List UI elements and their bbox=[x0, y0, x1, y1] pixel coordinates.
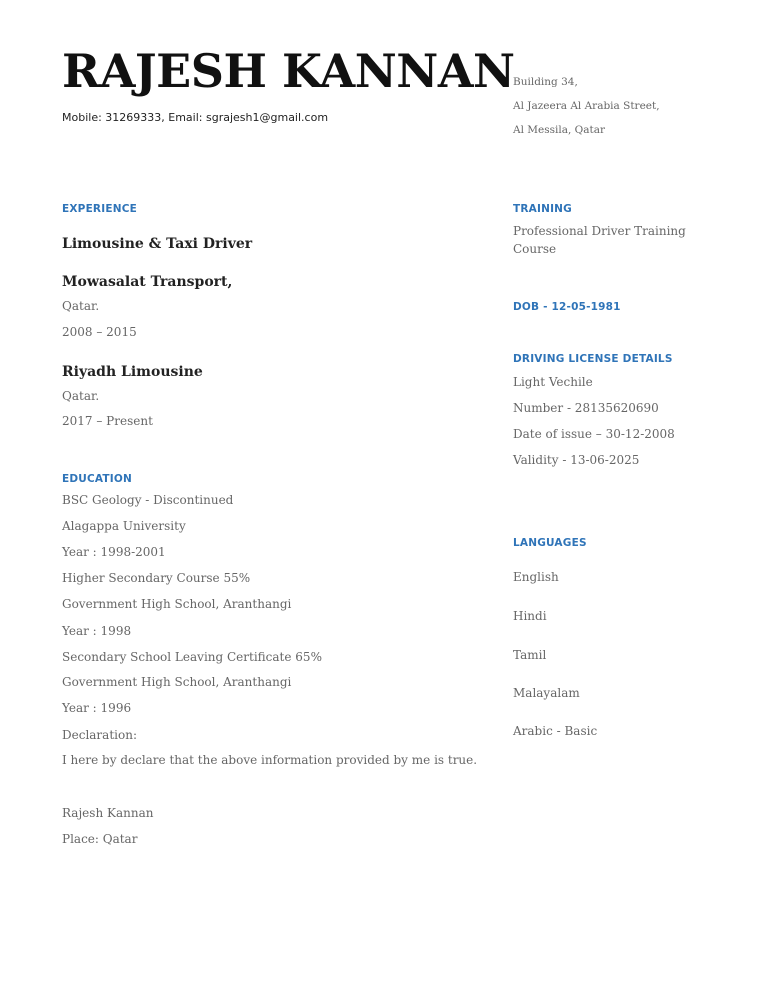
contact-line: Mobile: 31269333, Email: sgrajesh1@gmail.com bbox=[62, 111, 329, 124]
education-line: BSC Geology - Discontinued bbox=[62, 493, 234, 507]
education-line: Alagappa University bbox=[62, 519, 186, 533]
languages-heading: LANGUAGES bbox=[513, 537, 587, 549]
language-item: English bbox=[513, 570, 559, 584]
address-line-2: Al Jazeera Al Arabia Street, bbox=[513, 100, 660, 112]
address-line-1: Building 34, bbox=[513, 76, 578, 88]
job-company: Mowasalat Transport, bbox=[62, 274, 233, 290]
job-location: Qatar. bbox=[62, 389, 100, 403]
education-line: Year : 1998-2001 bbox=[62, 545, 166, 559]
language-item: Tamil bbox=[513, 648, 547, 662]
job-role: Limousine & Taxi Driver bbox=[62, 236, 253, 252]
license-line: Date of issue – 30-12-2008 bbox=[513, 427, 675, 441]
dob-heading: DOB - 12-05-1981 bbox=[513, 301, 621, 313]
training-line: Professional Driver Training bbox=[513, 224, 686, 238]
job-period: 2008 – 2015 bbox=[62, 325, 137, 339]
job-period: 2017 – Present bbox=[62, 414, 153, 428]
education-line: Government High School, Aranthangi bbox=[62, 597, 292, 611]
license-heading: DRIVING LICENSE DETAILS bbox=[513, 353, 673, 365]
education-line: Year : 1998 bbox=[62, 624, 132, 638]
declaration-label: Declaration: bbox=[62, 728, 137, 742]
declaration-text: I here by declare that the above information provided by me is true. bbox=[62, 753, 478, 767]
education-heading: EDUCATION bbox=[62, 473, 133, 485]
signature-name: Rajesh Kannan bbox=[62, 806, 154, 820]
license-line: Number - 28135620690 bbox=[513, 401, 659, 415]
address-line-3: Al Messila, Qatar bbox=[513, 124, 606, 136]
education-line: Government High School, Aranthangi bbox=[62, 675, 292, 689]
candidate-name: RAJESH KANNAN bbox=[62, 44, 515, 98]
place: Place: Qatar bbox=[62, 832, 138, 846]
experience-heading: EXPERIENCE bbox=[62, 203, 137, 215]
job-company: Riyadh Limousine bbox=[62, 364, 203, 380]
training-line: Course bbox=[513, 242, 557, 256]
license-line: Light Vechile bbox=[513, 375, 593, 389]
language-item: Hindi bbox=[513, 609, 547, 623]
education-line: Secondary School Leaving Certificate 65% bbox=[62, 650, 322, 664]
education-line: Year : 1996 bbox=[62, 701, 132, 715]
education-line: Higher Secondary Course 55% bbox=[62, 571, 251, 585]
license-line: Validity - 13-06-2025 bbox=[513, 453, 640, 467]
job-location: Qatar. bbox=[62, 299, 100, 313]
language-item: Malayalam bbox=[513, 686, 580, 700]
training-heading: TRAINING bbox=[513, 203, 572, 215]
language-item: Arabic - Basic bbox=[513, 724, 598, 738]
